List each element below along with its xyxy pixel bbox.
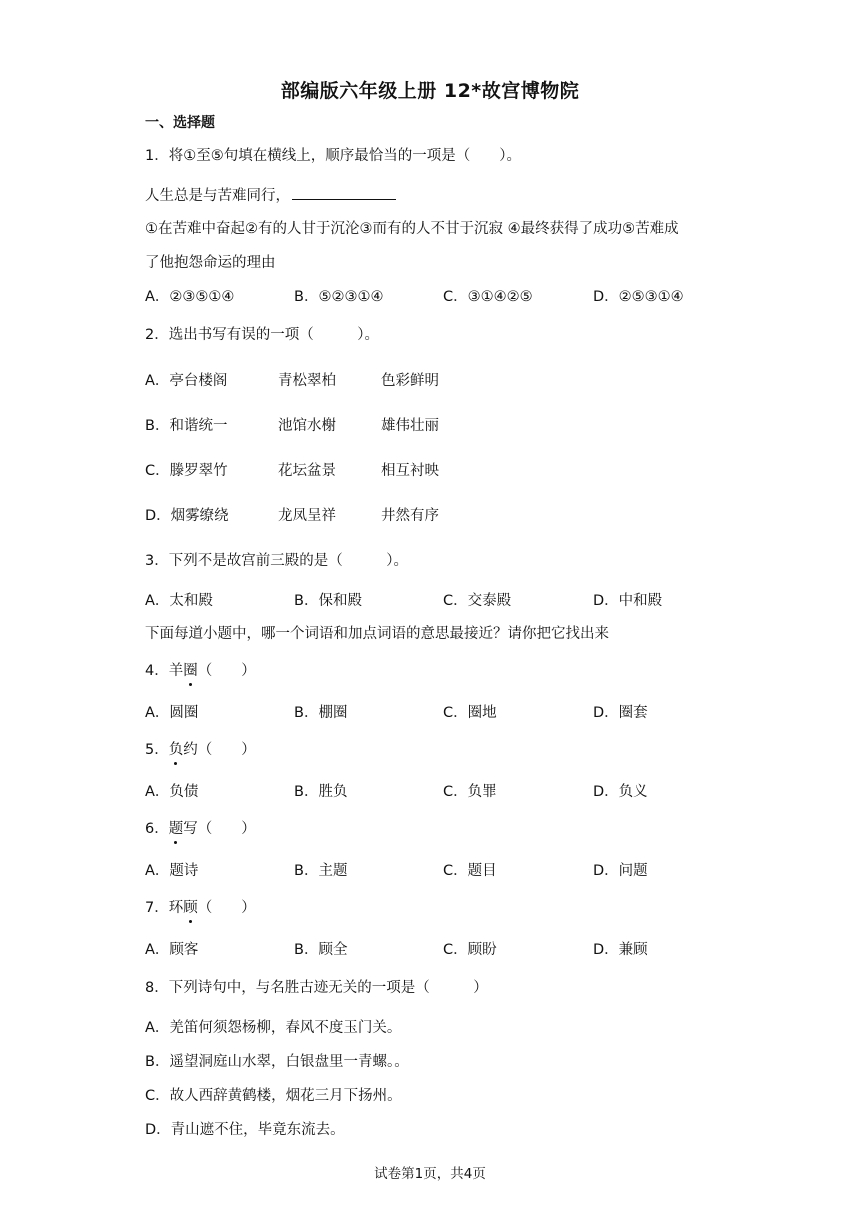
q6-option-a: A．题诗 — [145, 863, 199, 879]
page-footer: 试卷第1页，共4页 — [374, 1166, 486, 1182]
q2-row-b-word2: 池馆水榭 — [278, 418, 336, 434]
q5-stem — [145, 740, 256, 760]
q1-option-b: B．⑤②③①④ — [294, 289, 384, 305]
q3-option-d: D．中和殿 — [593, 593, 663, 609]
page-title: 部编版六年级上册 12*故宫博物院 — [280, 80, 580, 102]
q1-stem: 1．将①至⑤句填在横线上，顺序最恰当的一项是（ ）。 — [145, 148, 521, 164]
q8-stem: 8．下列诗句中，与名胜古迹无关的一项是（ ） — [145, 980, 488, 996]
q2-row-d-word2: 龙凤呈祥 — [278, 508, 336, 524]
q7-dotted-char: 顾 — [183, 900, 198, 916]
q6-option-b: B．主题 — [294, 863, 348, 879]
q3-option-a: A．太和殿 — [145, 593, 213, 609]
q5-option-b: B．胜负 — [294, 784, 348, 800]
fill-blank — [292, 185, 396, 200]
q2-row-d-word3: 井然有序 — [381, 508, 439, 524]
q6-stem — [145, 819, 256, 839]
q4-stem — [145, 661, 256, 681]
q6-paren: （ ） — [197, 821, 256, 837]
q7-number: 7．环 — [145, 900, 184, 916]
q2-stem: 2．选出书写有误的一项（ ）。 — [145, 327, 379, 343]
q6-option-d: D．问题 — [593, 863, 648, 879]
q1-sentences-line1: ①在苦难中奋起②有的人甘于沉沦③而有的人不甘于沉寂 ④最终获得了成功⑤苦难成 — [145, 221, 679, 237]
q2-row-d-word1: D．烟雾缭绕 — [145, 508, 229, 524]
q2-row-c-word3: 相互衬映 — [381, 463, 439, 479]
q1-lead-text: 人生总是与苦难同行， — [145, 188, 290, 204]
q2-row-c-word1: C．滕罗翠竹 — [145, 463, 228, 479]
q7-paren: （ ） — [197, 900, 256, 916]
q2-row-a-word2: 青松翠柏 — [278, 373, 336, 389]
instruction-text: 下面每道小题中，哪一个词语和加点词语的意思最接近？请你把它找出来 — [145, 626, 609, 642]
q6-number: 6． — [145, 821, 169, 837]
q3-option-c: C．交泰殿 — [443, 593, 512, 609]
q3-stem: 3．下列不是故宫前三殿的是（ ）。 — [145, 553, 408, 569]
q5-number: 5． — [145, 742, 169, 758]
q1-lead — [145, 185, 396, 206]
q7-option-a: A．顾客 — [145, 942, 199, 958]
q5-dotted-char: 负 — [168, 742, 184, 758]
q2-row-a-word3: 色彩鲜明 — [381, 373, 439, 389]
q1-sentences-line2: 了他抱怨命运的理由 — [145, 255, 276, 271]
q8-option-a: A．羌笛何须怨杨柳，春风不度玉门关。 — [145, 1020, 402, 1036]
q6-rest: 写 — [183, 821, 198, 837]
q5-paren: （ ） — [197, 742, 256, 758]
q2-row-b-word3: 雄伟壮丽 — [381, 418, 439, 434]
q2-row-b-word1: B．和谐统一 — [145, 418, 228, 434]
q5-option-c: C．负罪 — [443, 784, 497, 800]
q1-option-d: D．②⑤③①④ — [593, 289, 684, 305]
q4-option-a: A．圆圈 — [145, 705, 199, 721]
q6-option-c: C．题目 — [443, 863, 497, 879]
q4-paren: （ ） — [197, 663, 256, 679]
q7-option-d: D．兼顾 — [593, 942, 648, 958]
q3-option-b: B．保和殿 — [294, 593, 362, 609]
section-heading: 一、选择题 — [145, 115, 215, 131]
q5-option-d: D．负义 — [593, 784, 648, 800]
q7-stem — [145, 898, 256, 918]
q4-dotted-char: 圈 — [183, 663, 198, 679]
q1-option-a: A．②③⑤①④ — [145, 289, 235, 305]
q4-option-c: C．圈地 — [443, 705, 497, 721]
q4-number: 4．羊 — [145, 663, 184, 679]
q2-row-c-word2: 花坛盆景 — [278, 463, 336, 479]
q7-option-c: C．顾盼 — [443, 942, 497, 958]
q8-option-c: C．故人西辞黄鹤楼，烟花三月下扬州。 — [145, 1088, 402, 1104]
q6-dotted-char: 题 — [168, 821, 184, 837]
q1-option-c: C．③①④②⑤ — [443, 289, 533, 305]
q8-option-d: D．青山遮不住，毕竟东流去。 — [145, 1122, 345, 1138]
q7-option-b: B．顾全 — [294, 942, 348, 958]
q4-option-b: B．棚圈 — [294, 705, 348, 721]
q2-row-a-word1: A．亭台楼阁 — [145, 373, 228, 389]
q4-option-d: D．圈套 — [593, 705, 648, 721]
q5-option-a: A．负债 — [145, 784, 199, 800]
q5-rest: 约 — [183, 742, 198, 758]
q8-option-b: B．遥望洞庭山水翠，白银盘里一青螺。。 — [145, 1054, 409, 1070]
